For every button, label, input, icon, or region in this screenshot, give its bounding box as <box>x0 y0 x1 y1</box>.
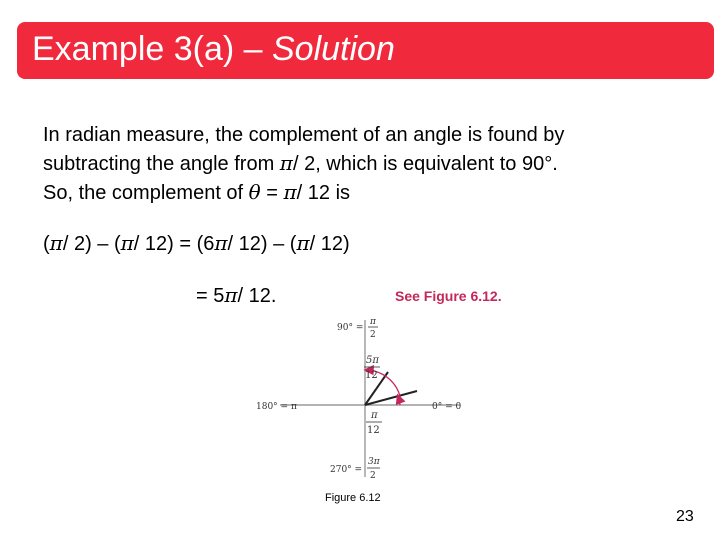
label-270-deg: 270° = <box>330 465 363 475</box>
body-text-segment: So, the complement of <box>43 182 249 204</box>
pi-symbol: π <box>296 231 310 255</box>
body-text-segment: / 12 is <box>296 182 351 204</box>
pi-symbol: π <box>279 151 293 175</box>
body-paragraph <box>43 121 703 207</box>
title-italic: Solution <box>272 30 395 68</box>
frac-pi12-num: π <box>371 410 378 421</box>
angle-figure <box>250 312 480 490</box>
frac-pi12-den: 12 <box>367 425 380 436</box>
eq-segment: / 12. <box>237 285 277 307</box>
pi-symbol: π <box>214 231 228 255</box>
frac-5pi-den: 12 <box>365 370 378 381</box>
theta-arc <box>398 396 400 405</box>
page-number: 23 <box>676 508 694 525</box>
equation-line-2 <box>196 283 276 308</box>
pi-symbol: π <box>49 231 63 255</box>
equation-line-1 <box>43 231 350 256</box>
label-0-deg: 0° = 0 <box>432 402 462 412</box>
eq-segment: / 2) – ( <box>62 233 121 255</box>
eq-segment: / 12) – ( <box>227 233 297 255</box>
body-text-segment: subtracting the angle from <box>43 153 280 175</box>
slide-title <box>32 30 395 69</box>
body-text-segment: / 2, which is equivalent to 90°. <box>292 153 558 175</box>
frac-90-den: 2 <box>370 330 376 340</box>
see-figure-note: See Figure 6.12. <box>395 288 502 304</box>
body-line-2 <box>43 149 703 178</box>
frac-90-num: π <box>370 317 376 327</box>
label-90-deg: 90° = <box>337 323 364 333</box>
frac-5pi-num: 5π <box>366 355 379 366</box>
body-line-3 <box>43 178 703 207</box>
title-bar <box>17 22 714 79</box>
label-180-deg: 180° = π <box>256 402 297 412</box>
figure-caption: Figure 6.12 <box>325 492 381 504</box>
theta-symbol: θ <box>248 180 261 204</box>
eq-segment: / 12) <box>309 233 350 255</box>
eq-segment: / 12) = (6 <box>133 233 215 255</box>
frac-270-num: 3π <box>368 457 380 467</box>
pi-symbol: π <box>283 180 297 204</box>
frac-270-den: 2 <box>370 471 376 481</box>
body-text-segment: = <box>260 182 284 204</box>
title-main: Example 3(a) – <box>32 30 272 68</box>
eq-segment: = 5 <box>196 285 225 307</box>
eq-segment: ( <box>43 233 50 255</box>
pi-symbol: π <box>224 283 238 307</box>
body-line-1: In radian measure, the complement of an angle is found by <box>43 124 565 146</box>
pi-symbol: π <box>120 231 134 255</box>
